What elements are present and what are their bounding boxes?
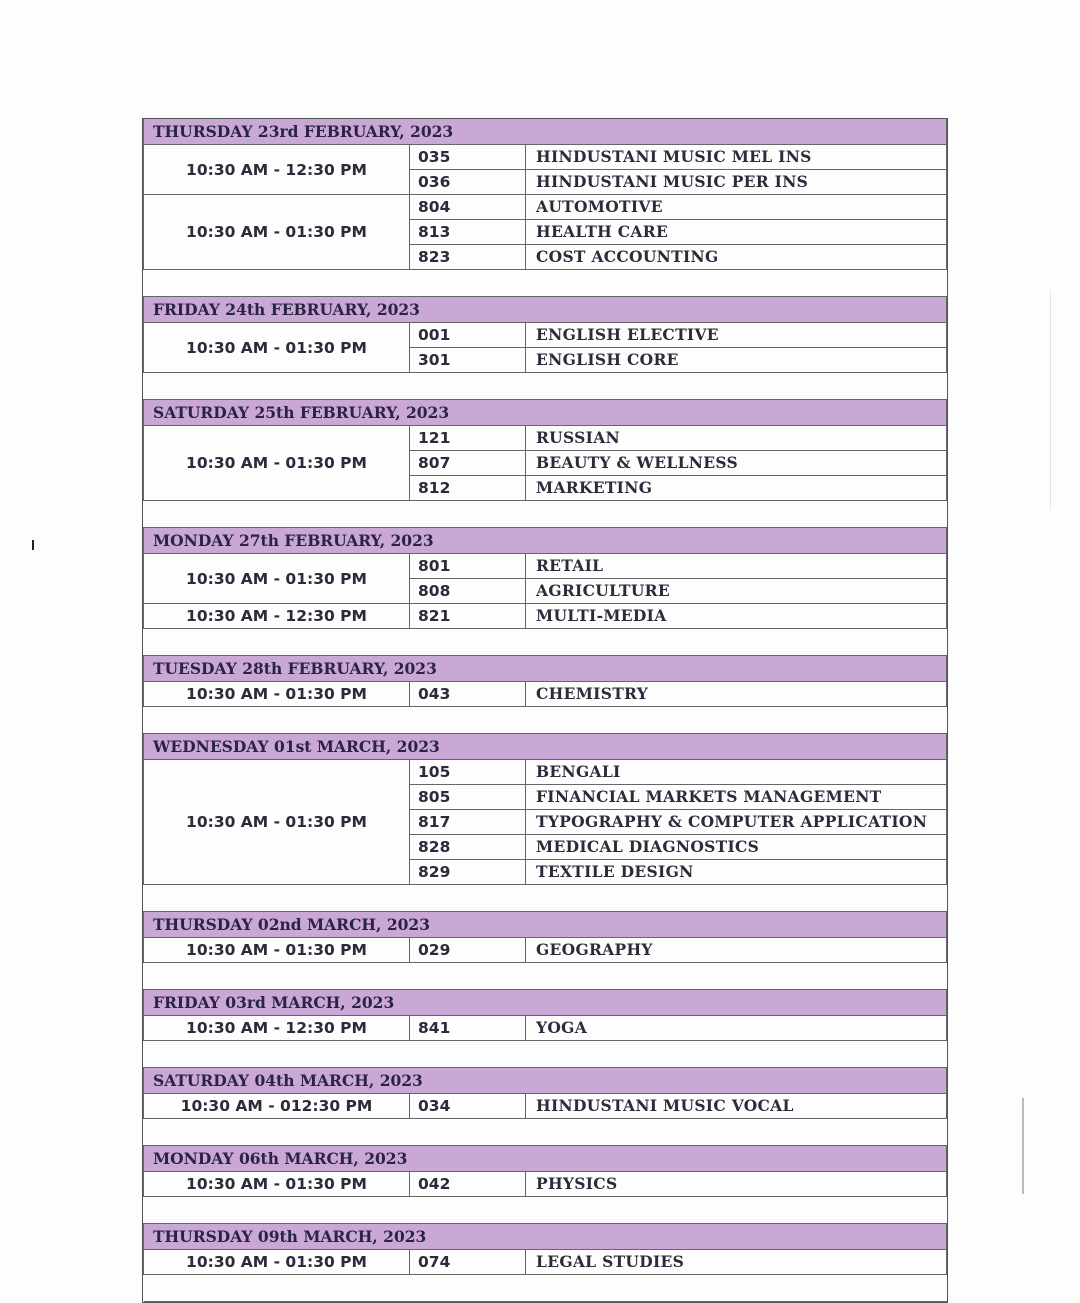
exam-date-sheet bbox=[142, 118, 948, 1303]
subject-name: HINDUSTANI MUSIC VOCAL bbox=[526, 1094, 947, 1119]
subject-code: 035 bbox=[410, 145, 526, 170]
subject-code: 801 bbox=[410, 554, 526, 579]
date-header-row bbox=[144, 990, 947, 1016]
subject-name: BEAUTY & WELLNESS bbox=[526, 451, 947, 476]
subject-name: ENGLISH CORE bbox=[526, 348, 947, 373]
exam-date: THURSDAY 09th MARCH, 2023 bbox=[144, 1224, 947, 1250]
subject-name: PHYSICS bbox=[526, 1172, 947, 1197]
spacer-row bbox=[144, 1041, 947, 1068]
spacer-row bbox=[144, 270, 947, 297]
spacer-cell bbox=[144, 373, 947, 400]
spacer-cell bbox=[144, 270, 947, 297]
exam-time: 10:30 AM - 01:30 PM bbox=[144, 1172, 410, 1197]
subject-code: 821 bbox=[410, 604, 526, 629]
exam-date: FRIDAY 24th FEBRUARY, 2023 bbox=[144, 297, 947, 323]
spacer-row bbox=[144, 373, 947, 400]
subject-code: 121 bbox=[410, 426, 526, 451]
spacer-cell bbox=[144, 1197, 947, 1224]
subject-code: 001 bbox=[410, 323, 526, 348]
date-header-row bbox=[144, 297, 947, 323]
spacer-row bbox=[144, 1197, 947, 1224]
subject-name: HEALTH CARE bbox=[526, 220, 947, 245]
exam-date: MONDAY 27th FEBRUARY, 2023 bbox=[144, 528, 947, 554]
subject-code: 301 bbox=[410, 348, 526, 373]
table-row bbox=[144, 604, 947, 629]
subject-name: CHEMISTRY bbox=[526, 682, 947, 707]
date-header-row bbox=[144, 400, 947, 426]
exam-time: 10:30 AM - 01:30 PM bbox=[144, 938, 410, 963]
subject-code: 804 bbox=[410, 195, 526, 220]
subject-code: 808 bbox=[410, 579, 526, 604]
subject-code: 805 bbox=[410, 785, 526, 810]
exam-time: 10:30 AM - 01:30 PM bbox=[144, 760, 410, 885]
exam-date: FRIDAY 03rd MARCH, 2023 bbox=[144, 990, 947, 1016]
exam-date: TUESDAY 28th FEBRUARY, 2023 bbox=[144, 656, 947, 682]
subject-name: ENGLISH ELECTIVE bbox=[526, 323, 947, 348]
exam-date: SATURDAY 04th MARCH, 2023 bbox=[144, 1068, 947, 1094]
table-row bbox=[144, 323, 947, 348]
table-row bbox=[144, 1250, 947, 1275]
subject-name: FINANCIAL MARKETS MANAGEMENT bbox=[526, 785, 947, 810]
spacer-cell bbox=[144, 1275, 947, 1302]
exam-date: THURSDAY 23rd FEBRUARY, 2023 bbox=[144, 119, 947, 145]
subject-code: 074 bbox=[410, 1250, 526, 1275]
date-header-row bbox=[144, 656, 947, 682]
exam-time: 10:30 AM - 01:30 PM bbox=[144, 682, 410, 707]
table-row bbox=[144, 682, 947, 707]
spacer-row bbox=[144, 1275, 947, 1302]
subject-name: AUTOMOTIVE bbox=[526, 195, 947, 220]
subject-name: HINDUSTANI MUSIC MEL INS bbox=[526, 145, 947, 170]
date-header-row bbox=[144, 912, 947, 938]
table-row bbox=[144, 938, 947, 963]
spacer-row bbox=[144, 1119, 947, 1146]
subject-code: 828 bbox=[410, 835, 526, 860]
spacer-row bbox=[144, 963, 947, 990]
subject-name: GEOGRAPHY bbox=[526, 938, 947, 963]
subject-code: 043 bbox=[410, 682, 526, 707]
spacer-cell bbox=[144, 707, 947, 734]
spacer-cell bbox=[144, 885, 947, 912]
subject-name: BENGALI bbox=[526, 760, 947, 785]
subject-code: 036 bbox=[410, 170, 526, 195]
spacer-cell bbox=[144, 629, 947, 656]
date-header-row bbox=[144, 734, 947, 760]
exam-time: 10:30 AM - 01:30 PM bbox=[144, 323, 410, 373]
table-row bbox=[144, 1016, 947, 1041]
scan-edge-mark bbox=[1022, 1098, 1024, 1194]
scan-speck bbox=[32, 540, 34, 550]
exam-time: 10:30 AM - 01:30 PM bbox=[144, 1250, 410, 1275]
subject-name: HINDUSTANI MUSIC PER INS bbox=[526, 170, 947, 195]
subject-code: 807 bbox=[410, 451, 526, 476]
exam-time: 10:30 AM - 12:30 PM bbox=[144, 604, 410, 629]
table-row bbox=[144, 1094, 947, 1119]
spacer-cell bbox=[144, 963, 947, 990]
subject-name: YOGA bbox=[526, 1016, 947, 1041]
subject-code: 042 bbox=[410, 1172, 526, 1197]
subject-name: COST ACCOUNTING bbox=[526, 245, 947, 270]
spacer-cell bbox=[144, 1041, 947, 1068]
date-header-row bbox=[144, 1224, 947, 1250]
exam-time: 10:30 AM - 01:30 PM bbox=[144, 426, 410, 501]
subject-code: 034 bbox=[410, 1094, 526, 1119]
subject-name: MARKETING bbox=[526, 476, 947, 501]
subject-code: 823 bbox=[410, 245, 526, 270]
subject-code: 029 bbox=[410, 938, 526, 963]
spacer-row bbox=[144, 629, 947, 656]
spacer-cell bbox=[144, 1119, 947, 1146]
table-row bbox=[144, 554, 947, 579]
subject-code: 813 bbox=[410, 220, 526, 245]
date-header-row bbox=[144, 528, 947, 554]
date-header-row bbox=[144, 1146, 947, 1172]
exam-time: 10:30 AM - 12:30 PM bbox=[144, 1016, 410, 1041]
exam-time: 10:30 AM - 01:30 PM bbox=[144, 195, 410, 270]
subject-name: AGRICULTURE bbox=[526, 579, 947, 604]
subject-code: 105 bbox=[410, 760, 526, 785]
date-header-row bbox=[144, 1068, 947, 1094]
spacer-row bbox=[144, 501, 947, 528]
subject-code: 817 bbox=[410, 810, 526, 835]
table-row bbox=[144, 1172, 947, 1197]
exam-date: THURSDAY 02nd MARCH, 2023 bbox=[144, 912, 947, 938]
subject-code: 812 bbox=[410, 476, 526, 501]
table-row bbox=[144, 195, 947, 220]
exam-time: 10:30 AM - 012:30 PM bbox=[144, 1094, 410, 1119]
subject-name: RUSSIAN bbox=[526, 426, 947, 451]
exam-date: MONDAY 06th MARCH, 2023 bbox=[144, 1146, 947, 1172]
subject-name: LEGAL STUDIES bbox=[526, 1250, 947, 1275]
subject-name: TEXTILE DESIGN bbox=[526, 860, 947, 885]
exam-time: 10:30 AM - 01:30 PM bbox=[144, 554, 410, 604]
table-row bbox=[144, 145, 947, 170]
subject-name: MULTI-MEDIA bbox=[526, 604, 947, 629]
scan-edge-mark bbox=[1050, 290, 1051, 510]
spacer-row bbox=[144, 707, 947, 734]
exam-date: SATURDAY 25th FEBRUARY, 2023 bbox=[144, 400, 947, 426]
spacer-row bbox=[144, 885, 947, 912]
table-row bbox=[144, 426, 947, 451]
subject-code: 841 bbox=[410, 1016, 526, 1041]
table-row bbox=[144, 760, 947, 785]
subject-name: MEDICAL DIAGNOSTICS bbox=[526, 835, 947, 860]
subject-name: RETAIL bbox=[526, 554, 947, 579]
subject-code: 829 bbox=[410, 860, 526, 885]
exam-date: WEDNESDAY 01st MARCH, 2023 bbox=[144, 734, 947, 760]
subject-name: TYPOGRAPHY & COMPUTER APPLICATION bbox=[526, 810, 947, 835]
exam-time: 10:30 AM - 12:30 PM bbox=[144, 145, 410, 195]
spacer-cell bbox=[144, 501, 947, 528]
date-header-row bbox=[144, 119, 947, 145]
schedule-table bbox=[143, 118, 947, 1302]
